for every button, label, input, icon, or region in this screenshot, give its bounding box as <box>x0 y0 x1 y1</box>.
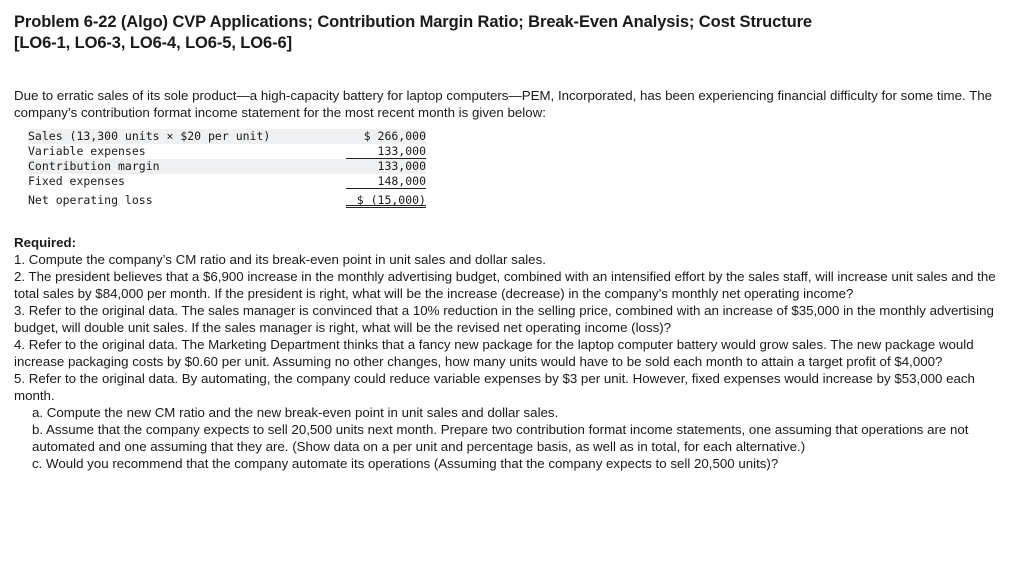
statement-row-net-operating-loss <box>28 193 426 208</box>
required-section <box>14 234 1010 472</box>
required-heading: Required: <box>14 235 77 250</box>
row-amount: $ 266,000 <box>363 129 426 143</box>
statement-row-contribution-margin <box>28 159 426 174</box>
title-line-2: [LO6-1, LO6-3, LO6-4, LO6-5, LO6-6] <box>14 34 292 52</box>
statement-row-variable-expenses <box>28 144 426 159</box>
required-subitem-a: a. Compute the new CM ratio and the new break-even point in unit sales and dollar sales. <box>32 405 559 420</box>
required-subitem-b: b. Assume that the company expects to sell 20,500 units next month. Prepare two contribution format income statements, one assuming that operations are not automated and one assuming that they are. (Show data on a per unit and percentage basis, as well as in total, for each alternative.) <box>32 422 969 454</box>
row-label: Sales (13,300 units × $20 per unit) <box>28 129 271 143</box>
problem-title <box>14 12 1010 54</box>
required-item-3: 3. Refer to the original data. The sales manager is convinced that a 10% reduction in the selling price, combined with an increase of $35,000 in the monthly advertising budget, will double unit sales. If the sales manager is right, what will be the revised net operating income (loss)? <box>14 303 994 335</box>
row-label: Contribution margin <box>28 159 160 173</box>
required-subitem-c: c. Would you recommend that the company automate its operations (Assuming that the company expects to sell 20,500 units)? <box>32 456 779 471</box>
statement-row-sales <box>28 129 426 144</box>
required-item-4: 4. Refer to the original data. The Marketing Department thinks that a fancy new package for the laptop computer battery would grow sales. The new package would increase packaging costs by $0.60 per unit. Assuming no other changes, how many units would have to be sold each month to attain a target profit of $4,000? <box>14 337 974 369</box>
row-amount: 133,000 <box>377 159 426 173</box>
row-amount: $ (15,000) <box>346 193 426 208</box>
row-label: Net operating loss <box>28 193 153 207</box>
row-label: Variable expenses <box>28 144 146 158</box>
required-item-1: 1. Compute the company’s CM ratio and its break-even point in unit sales and dollar sales. <box>14 252 546 267</box>
row-amount: 148,000 <box>346 174 426 189</box>
row-amount: 133,000 <box>346 144 426 159</box>
required-item-2: 2. The president believes that a $6,900 increase in the monthly advertising budget, combined with an intensified effort by the sales staff, will increase unit sales and the total sales by $84,000 per month. If the president is right, what will be the increase (decrease) in the company’s monthly net operating income? <box>14 269 996 301</box>
statement-row-fixed-expenses <box>28 174 426 189</box>
intro-paragraph: Due to erratic sales of its sole product—a high-capacity battery for laptop computers—PEM, Incorporated, has been experiencing financial difficulty for some time. The company’s contribution format income statement for the most recent month is given below: <box>14 88 993 120</box>
row-label: Fixed expenses <box>28 174 125 188</box>
required-item-5: 5. Refer to the original data. By automating, the company could reduce variable expenses by $3 per unit. However, fixed expenses would increase by $53,000 each month. <box>14 371 975 403</box>
title-line-1: Problem 6-22 (Algo) CVP Applications; Contribution Margin Ratio; Break-Even Analysis; Cost Structure <box>14 13 812 31</box>
income-statement <box>28 129 426 208</box>
